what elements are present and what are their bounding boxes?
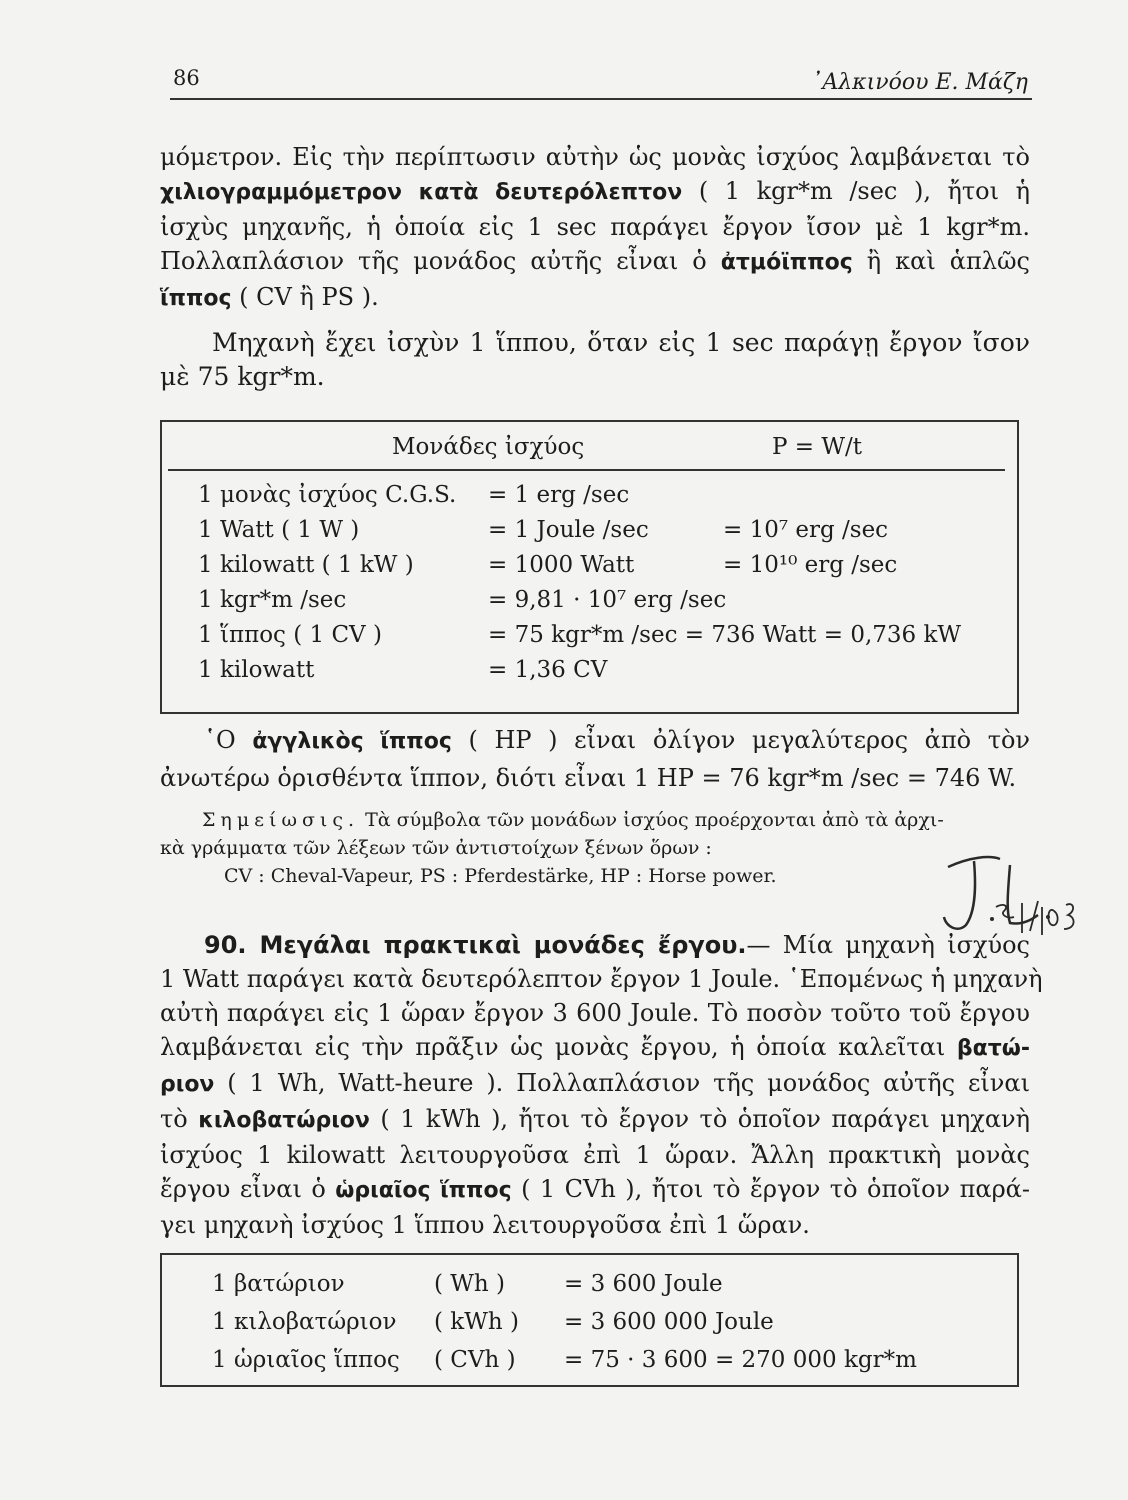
unit-cell: 1 κιλοβατώριον: [212, 1309, 397, 1335]
text-line: [160, 1066, 1030, 1102]
text-span: ἔργου εἶναι ὁ: [160, 1175, 336, 1203]
value-cell: = 75 · 3 600 = 270 000 kgr*m: [564, 1347, 917, 1373]
text-line: γει μηχανὴ ἰσχύος 1 ἵππου λειτουργοῦσα ἐπὶ 1 ὥραν.: [160, 1211, 810, 1239]
header-rule: [170, 98, 1032, 100]
value-cell: = 3 600 000 Joule: [564, 1309, 774, 1335]
unit-cell: 1 μονὰς ἰσχύος C.G.S.: [198, 482, 457, 508]
unit-cell: 1 ὡριαῖος ἵππος: [212, 1347, 400, 1373]
bold-term: ὡριαῖος ἵππος: [335, 1178, 512, 1203]
table-row: [212, 1271, 723, 1297]
note-line: [160, 806, 1030, 834]
text-span: ( 1 kgr*m /sec ), ἤτοι ἡ: [682, 177, 1030, 205]
section-heading: 90. Μεγάλαι πρακτικαὶ μονάδες ἔργου.: [204, 931, 747, 959]
unit-cell: 1 ἵππος ( 1 CV ): [198, 622, 382, 648]
text-span: ( CV ἢ PS ).: [231, 283, 379, 311]
abbreviation-cell: ( Wh ): [434, 1271, 506, 1297]
text-line: [160, 928, 1030, 962]
text-line: μὲ 75 kgr*m.: [160, 362, 325, 391]
bold-term: ἀγγλικὸς ἵππος: [252, 729, 452, 754]
paragraph-english-horsepower: [160, 722, 1030, 796]
page-number: 86: [173, 66, 200, 90]
text-line: Μηχανὴ ἔχει ἰσχὺν 1 ἵππου, ὅταν εἰς 1 sec παράγῃ ἔργον ἴσον: [212, 328, 1030, 357]
paragraph-power-unit: [160, 140, 1030, 316]
note-line: CV : Cheval-Vapeur, PS : Pferdestärke, HP : Horse power.: [224, 865, 777, 887]
text-line: [160, 280, 1030, 316]
equivalence-cell: = 75 kgr*m /sec = 736 Watt = 0,736 kW: [488, 622, 962, 648]
equivalence-cell: = 9,81 · 10⁷ erg /sec: [488, 587, 727, 613]
text-line: [160, 722, 1030, 760]
text-line: ἰσχὺς μηχανῆς, ἡ ὁποία εἰς 1 sec παράγει ἔργον ἴσον μὲ 1 kgr*m.: [160, 213, 1030, 241]
bold-term: κιλοβατώριον: [198, 1108, 370, 1133]
text-span: ( HP ) εἶναι ὀλίγον μεγαλύτερος ἀπὸ τὸν: [451, 726, 1031, 754]
note-label: Σημείωσις.: [202, 809, 360, 831]
equivalence-cell: = 1000 Watt: [488, 552, 635, 578]
text-span: ( 1 kWh ), ἤτοι τὸ ἔργον τὸ ὁποῖον παράγει μηχανὴ: [369, 1105, 1030, 1133]
unit-cell: 1 kilowatt: [198, 657, 315, 683]
equivalence-cell: = 1 erg /sec: [488, 482, 630, 508]
table-header-rule: [168, 469, 1005, 471]
text-line: ἀνωτέρω ὁρισθέντα ἵππον, διότι εἶναι 1 HP = 76 kgr*m /sec = 746 W.: [160, 764, 1017, 792]
table-header: [162, 422, 1017, 472]
note-block: [160, 806, 1030, 890]
value-cell: = 3 600 Joule: [564, 1271, 723, 1297]
table-header-formula: P = W/t: [772, 434, 863, 460]
equivalence-cell: = 1,36 CV: [488, 657, 608, 683]
bold-term: ἵππος: [160, 286, 232, 311]
paragraph-horsepower: [160, 326, 1030, 394]
table-row: [212, 1309, 774, 1335]
bold-term: χιλιογραμμόμετρον κατὰ δευτερόλεπτον: [160, 180, 683, 205]
bold-term: ἀτμόϊππος: [720, 250, 853, 275]
text-line: αὐτὴ παράγει εἰς 1 ὥραν ἔργον 3 600 Joule. Τὸ ποσὸν τοῦτο τοῦ ἔργου: [160, 999, 1030, 1027]
running-head: ᾿Αλκινόου Ε. Μάζη: [811, 70, 1028, 95]
page-header: [170, 62, 1030, 98]
unit-cell: 1 Watt ( 1 W ): [198, 517, 360, 543]
text-span: ( 1 Wh, Watt-heure ). Πολλαπλάσιον τῆς μονάδος αὐτῆς εἶναι: [214, 1069, 1030, 1097]
abbreviation-cell: ( CVh ): [434, 1347, 516, 1373]
text-span: τὸ: [160, 1105, 199, 1133]
abbreviation-cell: ( kWh ): [434, 1309, 519, 1335]
power-units-table: [160, 420, 1019, 714]
note-line: κὰ γράμματα τῶν λέξεων τῶν ἀντιστοίχων ξένων ὅρων :: [160, 837, 712, 859]
bold-term: ριον: [160, 1072, 215, 1097]
text-span: ῾Ο: [204, 726, 253, 754]
handwritten-signature: [930, 845, 1090, 955]
text-line: [160, 1172, 1030, 1208]
equivalence-cell: = 10¹⁰ erg /sec: [723, 552, 898, 578]
equivalence-cell: = 10⁷ erg /sec: [723, 517, 889, 543]
text-line: [160, 1030, 1030, 1066]
unit-cell: 1 βατώριον: [212, 1271, 345, 1297]
text-line: 1 Watt παράγει κατὰ δευτερόλεπτον ἔργον 1 Joule. ῾Επομένως ἡ μηχανὴ: [160, 965, 1043, 993]
energy-units-table: [160, 1253, 1019, 1387]
unit-cell: 1 kgr*m /sec: [198, 587, 347, 613]
bold-term: βατώ-: [956, 1036, 1030, 1061]
table-header-units: Μονάδες ἰσχύος: [392, 434, 585, 460]
equivalence-cell: = 1 Joule /sec: [488, 517, 649, 543]
text-line: [160, 1102, 1030, 1138]
text-span: Τὰ σύμβολα τῶν μονάδων ἰσχύος προέρχονται ἀπὸ τὰ ἀρχι-: [359, 809, 944, 831]
section-90: [160, 928, 1043, 1242]
text-line: [160, 174, 1030, 210]
table-row: [212, 1347, 917, 1373]
text-span: λαμβάνεται εἰς τὴν πρᾶξιν ὡς μονὰς ἔργου, ἡ ὁποία καλεῖται: [160, 1033, 957, 1061]
unit-cell: 1 kilowatt ( 1 kW ): [198, 552, 414, 578]
text-span: Πολλαπλάσιον τῆς μονάδος αὐτῆς εἶναι ὁ: [160, 247, 721, 275]
text-line: [160, 244, 1030, 280]
text-line: μόμετρον. Εἰς τὴν περίπτωσιν αὐτὴν ὡς μονὰς ἰσχύος λαμβάνεται τὸ: [160, 143, 1030, 171]
text-line: ἰσχύος 1 kilowatt λειτουργοῦσα ἐπὶ 1 ὥραν. Ἄλλη πρακτικὴ μονὰς: [160, 1141, 1030, 1169]
text-span: ἢ καὶ ἁπλῶς: [852, 247, 1030, 275]
text-span: ( 1 CVh ), ἤτοι τὸ ἔργον τὸ ὁποῖον παρά-: [511, 1175, 1030, 1203]
text-span: — Μία μηχανὴ ἰσχύος: [746, 931, 1030, 959]
